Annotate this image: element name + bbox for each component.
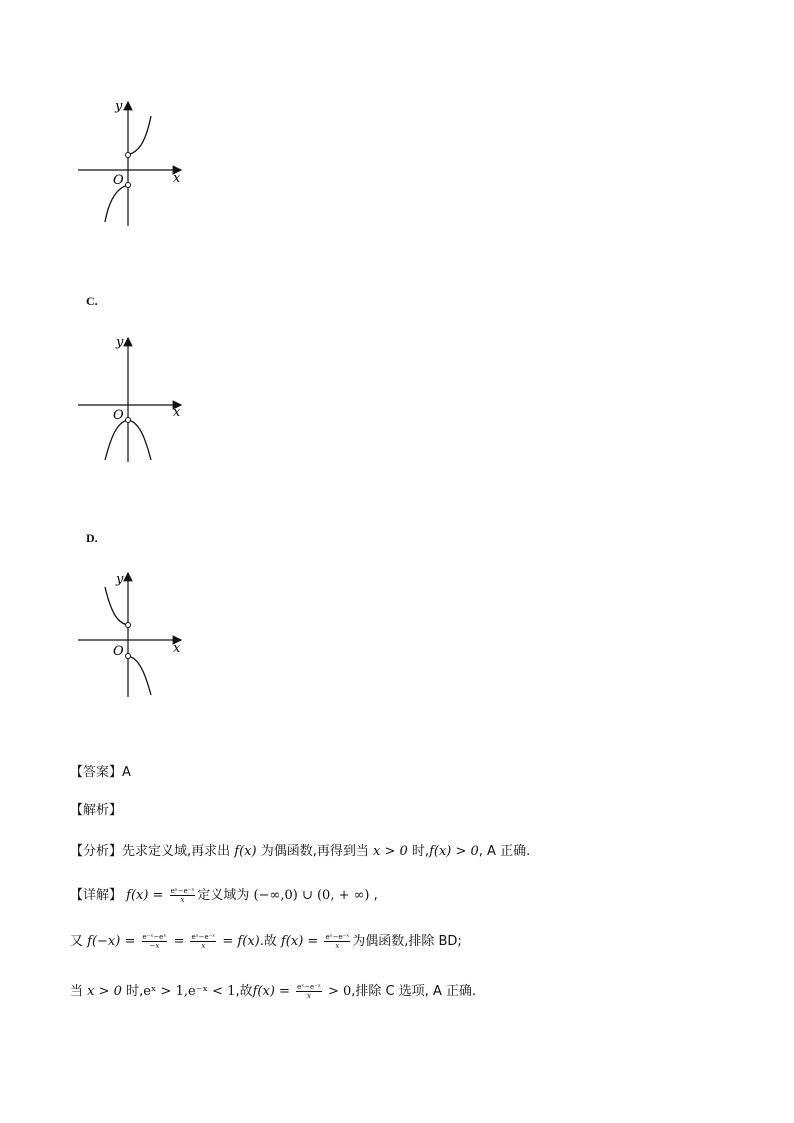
line2-rhs: = f(x) [222,934,260,950]
line3-ineq2: > 0 [327,984,352,1000]
x-label: x [173,405,181,420]
fenxi-text-1: 先求定义域,再求出 [122,844,231,859]
frac-num: eˣ−e⁻ˣ [325,933,350,941]
domain: (−∞,0) ∪ (0, + ∞) [253,888,370,904]
open-point-top [126,153,131,158]
x-label: x [173,641,181,656]
line3-ineq1: eˣ > 1,e⁻ˣ < 1 [143,984,236,1000]
fraction [296,983,322,1000]
frac-den: −x [149,942,160,951]
fenxi-text-4: , A 正确. [478,844,531,859]
origin-label: O [113,644,124,659]
even-proof-line [70,933,462,950]
line3-cond: x > 0 [87,984,122,1000]
curve-right [128,656,151,695]
xiangjie-text-1: 定义域为 [197,888,250,904]
y-label: y [115,99,123,114]
fenxi-label: 【分析】 [70,844,123,859]
line3-text-2: 时, [126,984,144,1000]
answer-line [70,766,131,779]
frac-num: eˣ−e⁻ˣ [170,887,195,895]
open-point [126,418,131,423]
frac-num: e⁻ˣ−eˣ [142,933,167,941]
frac-den: x [335,942,340,951]
xiangjie-line [70,887,378,904]
fraction [324,933,350,950]
y-label: y [116,335,124,350]
curve-right [128,116,151,155]
line2-lhs: f(−x) = [87,934,136,950]
fenxi-ineq: f(x) > 0 [429,844,479,859]
fraction [142,933,168,950]
fraction [170,887,196,904]
line3-text-1: 当 [70,984,84,1000]
curve-left [105,587,128,625]
option-c-label: C. [86,294,98,308]
fenxi-text-2: 为偶函数,再得到当 [260,844,369,859]
line3-text-4: ,排除 C 选项, A 正确. [351,984,477,1000]
line3-fx: f(x) = [252,984,290,1000]
option-d-label: D. [86,531,98,545]
x-label: x [173,171,181,186]
graph-option-d [75,567,187,699]
origin-label: O [113,408,124,423]
frac-num: eˣ−e⁻ˣ [297,983,321,991]
open-point-top [126,623,131,628]
xiangjie-fx: f(x) = [126,888,164,904]
analysis-title: 【解析】 [70,803,123,818]
answer-value: A [122,765,131,780]
line2-text-1: 又 [70,934,84,950]
xiangjie-label: 【详解】 [70,888,123,904]
open-point-bottom [126,654,131,659]
equals: = [173,934,185,950]
graph-option-c [75,332,187,464]
fenxi-text-3: 时, [411,844,430,859]
y-label: y [116,572,124,587]
curve-left [105,185,128,222]
positive-case-line [70,983,476,1000]
answer-label: 【答案】 [70,765,123,780]
frac-num: eˣ−e⁻ˣ [191,933,216,941]
fenxi-cond: x > 0 [373,844,408,859]
curve-left [105,420,128,460]
xiangjie-text-2: , [373,888,378,904]
line2-fx: f(x) = [281,934,319,950]
frac-den: x [201,942,206,951]
open-point-bottom [126,183,131,188]
fenxi-fx: f(x) [234,844,257,859]
graph-option-b [75,96,187,228]
fraction [190,933,216,950]
curve-right [128,420,151,460]
line2-text-3: 为偶函数,排除 BD; [352,934,462,950]
fenxi-line [70,845,530,858]
line3-text-3: ,故 [235,984,253,1000]
frac-den: x [180,896,185,905]
origin-label: O [113,173,124,188]
frac-den: x [306,992,311,1001]
line2-text-2: .故 [259,934,277,950]
